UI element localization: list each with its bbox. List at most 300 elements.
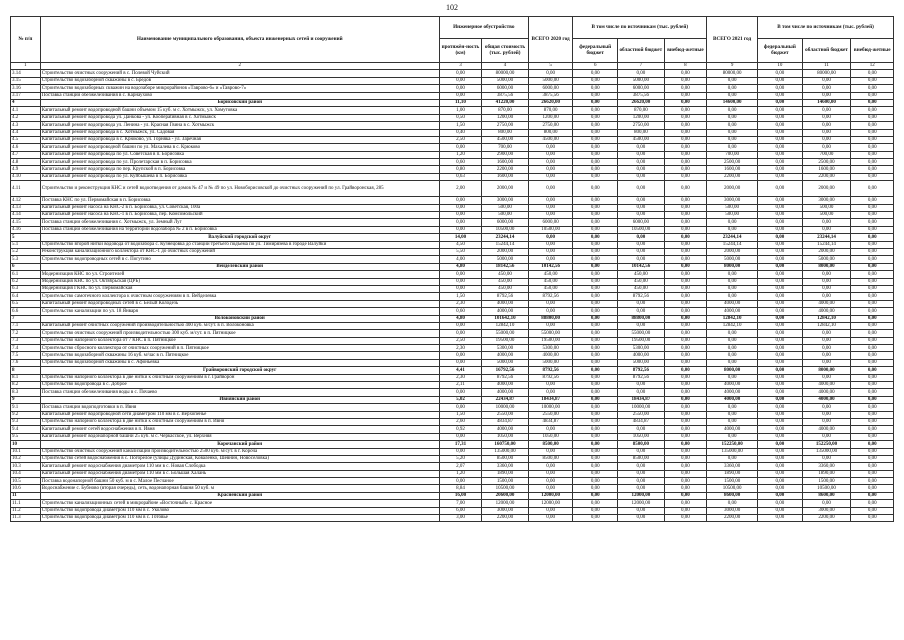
row-index: 11.1: [11, 500, 41, 507]
total-cost: 5000,00: [482, 359, 529, 366]
column-number: 11: [802, 63, 851, 70]
offbudget-2021: 0,00: [851, 515, 894, 522]
table-row: [11, 248, 894, 255]
offbudget-2021: 0,00: [851, 166, 894, 173]
offbudget-2021: 0,00: [851, 271, 894, 278]
regional-2020: 0,00: [617, 463, 664, 470]
length-km: 0,00: [439, 92, 481, 99]
federal-2021: 0,00: [758, 248, 803, 255]
offbudget-2020: 0,00: [664, 271, 706, 278]
regional-2020: 0,00: [617, 181, 664, 197]
row-index: 7.1: [11, 322, 41, 329]
row-index: 3.14: [11, 70, 41, 77]
offbudget-2020: 0,00: [664, 315, 706, 322]
row-index: 4.8: [11, 159, 41, 166]
federal-2020: 0,00: [573, 404, 618, 411]
table-row: [11, 359, 894, 366]
federal-2020: 0,00: [573, 248, 618, 255]
object-name: Капитальный ремонт водопровода по ул. Пролетарская в п. Борисовка: [40, 159, 439, 166]
total-cost: 5000,00: [482, 77, 529, 84]
length-km: 4,50: [439, 241, 481, 248]
offbudget-2021: 0,00: [851, 411, 894, 418]
total-2020: 55000,00: [528, 330, 573, 337]
object-name: Капитальный ремонт водопровода в с. Хотмыжск, ул. Садовая: [40, 129, 439, 136]
total-2020: 12000,00: [528, 500, 573, 507]
header-name: Наименование муниципального образования, объекта инженерных сетей и сооружений: [40, 17, 439, 63]
regional-2021: 15244,14: [802, 241, 851, 248]
total-2020: 0,00: [528, 256, 573, 263]
total-cost: 20600,00: [482, 492, 529, 499]
federal-2021: 0,00: [758, 99, 803, 106]
regional-2020: 6000,00: [617, 219, 664, 226]
federal-2020: 0,00: [573, 197, 618, 204]
federal-2020: 0,00: [573, 374, 618, 381]
offbudget-2021: 0,00: [851, 426, 894, 433]
regional-2021: 4000,00: [802, 389, 851, 396]
offbudget-2020: 0,00: [664, 212, 706, 219]
offbudget-2020: 0,00: [664, 173, 706, 180]
row-index: 6: [11, 263, 41, 270]
regional-2020: 8500,00: [617, 455, 664, 462]
object-name: Строительство водопровода в с. Доброе: [40, 382, 439, 389]
total-2020: 0,00: [528, 248, 573, 255]
federal-2021: 0,00: [758, 308, 803, 315]
federal-2021: 0,00: [758, 107, 803, 114]
offbudget-2020: 0,00: [664, 396, 706, 403]
object-name: Строительство сетей водоснабжения в с. Погорелое (улицы Дудинская, Коваленко, Шевнин, Новоселовка): [40, 455, 439, 462]
offbudget-2020: 0,00: [664, 374, 706, 381]
total-cost: 500,00: [482, 204, 529, 211]
table-row: [11, 85, 894, 92]
offbudget-2020: 0,00: [664, 492, 706, 499]
length-km: 0,00: [439, 271, 481, 278]
total-2020: 0,00: [528, 426, 573, 433]
length-km: 4,00: [439, 256, 481, 263]
object-name: Строительство напорного коллектора в две нитки к очистным сооружениям в п. Ивня: [40, 418, 439, 425]
total-2020: 4834,87: [528, 418, 573, 425]
total-cost: 4000,00: [482, 300, 529, 307]
row-index: 10.3: [11, 463, 41, 470]
offbudget-2020: 0,00: [664, 322, 706, 329]
total-2021: 12842,10: [707, 322, 758, 329]
federal-2021: 0,00: [758, 166, 803, 173]
offbudget-2021: 0,00: [851, 248, 894, 255]
offbudget-2020: 0,00: [664, 159, 706, 166]
offbudget-2020: 0,00: [664, 85, 706, 92]
federal-2020: 0,00: [573, 315, 618, 322]
row-index: 5.1: [11, 241, 41, 248]
total-2021: 2200,00: [707, 173, 758, 180]
object-name: Модернизация КНС по ул. Строителей: [40, 271, 439, 278]
federal-2021: 0,00: [758, 159, 803, 166]
total-2021: 1600,00: [707, 166, 758, 173]
length-km: 0,00: [439, 330, 481, 337]
total-2020: 0,00: [528, 70, 573, 77]
regional-2020: 19500,00: [617, 337, 664, 344]
offbudget-2020: 0,00: [664, 418, 706, 425]
total-2020: 0,00: [528, 507, 573, 514]
regional-2021: 5000,00: [802, 256, 851, 263]
regional-2020: 0,00: [617, 322, 664, 329]
table-row: [11, 448, 894, 455]
total-2021: 0,00: [707, 418, 758, 425]
column-number: 1: [11, 63, 41, 70]
regional-2021: 0,00: [802, 122, 851, 129]
length-km: 0,50: [439, 114, 481, 121]
federal-2021: 0,00: [758, 418, 803, 425]
federal-2021: 0,00: [758, 404, 803, 411]
offbudget-2020: 0,00: [664, 515, 706, 522]
offbudget-2020: 0,00: [664, 359, 706, 366]
table-row: [11, 308, 894, 315]
federal-2021: 0,00: [758, 359, 803, 366]
object-name: Вейделевский район: [40, 263, 439, 270]
offbudget-2020: 0,00: [664, 448, 706, 455]
total-2021: 0,00: [707, 359, 758, 366]
total-cost: 10000,00: [482, 404, 529, 411]
object-name: Поставка станции обезжелезивания на территории водозабора № 2 в п. Борисовка: [40, 226, 439, 233]
object-name: Капитальный ремонт водопроводной сети диаметром 110 мм в с. Верхопенье: [40, 411, 439, 418]
offbudget-2020: 0,00: [664, 151, 706, 158]
table-row: [11, 500, 894, 507]
total-2020: 0,00: [528, 241, 573, 248]
column-number: 9: [707, 63, 758, 70]
regional-2020: 3875,56: [617, 92, 664, 99]
total-2020: 450,00: [528, 285, 573, 292]
regional-2021: 0,00: [802, 418, 851, 425]
regional-2020: 0,00: [617, 173, 664, 180]
federal-2020: 0,00: [573, 345, 618, 352]
object-name: Капитальный ремонт водонапорной башни 25 куб. м с. Черкасское, ул. Верхняя: [40, 433, 439, 440]
total-cost: 5300,00: [482, 345, 529, 352]
row-index: 6.2: [11, 278, 41, 285]
total-2021: 4000,00: [707, 389, 758, 396]
offbudget-2020: 0,00: [664, 507, 706, 514]
header-total-2021: ВСЕГО 2021 год: [707, 17, 758, 63]
length-km: 0,00: [439, 77, 481, 84]
federal-2020: 0,00: [573, 285, 618, 292]
federal-2020: 0,00: [573, 308, 618, 315]
row-index: 9.2: [11, 411, 41, 418]
offbudget-2021: 0,00: [851, 374, 894, 381]
offbudget-2020: 0,00: [664, 485, 706, 492]
offbudget-2020: 0,00: [664, 263, 706, 270]
column-number-row: [11, 63, 894, 70]
section-row: [11, 263, 894, 270]
table-row: [11, 136, 894, 143]
table-row: [11, 173, 894, 180]
federal-2021: 0,00: [758, 433, 803, 440]
object-name: Строительство очистных сооружений в с. Полевой Чуйский: [40, 70, 439, 77]
federal-2020: 0,00: [573, 173, 618, 180]
total-2021: 0,00: [707, 285, 758, 292]
federal-2020: 0,00: [573, 389, 618, 396]
total-2020: 4500,00: [528, 136, 573, 143]
total-cost: 2750,00: [482, 122, 529, 129]
regional-2020: 0,00: [617, 256, 664, 263]
total-cost: 870,00: [482, 107, 529, 114]
federal-2020: 0,00: [573, 448, 618, 455]
total-cost: 1890,00: [482, 470, 529, 477]
regional-2020: 1050,00: [617, 433, 664, 440]
length-km: 11,10: [439, 99, 481, 106]
regional-2021: 8000,00: [802, 263, 851, 270]
total-2021: 4000,00: [707, 300, 758, 307]
regional-2020: 8792,56: [617, 367, 664, 374]
total-2021: 15244,14: [707, 241, 758, 248]
offbudget-2020: 0,00: [664, 226, 706, 233]
offbudget-2020: 0,00: [664, 197, 706, 204]
regional-2020: 0,00: [617, 144, 664, 151]
table-row: [11, 478, 894, 485]
total-2020: 1200,00: [528, 114, 573, 121]
federal-2021: 0,00: [758, 470, 803, 477]
length-km: 0,40: [439, 129, 481, 136]
column-number: 12: [851, 63, 894, 70]
regional-2021: 1500,00: [802, 478, 851, 485]
offbudget-2021: 0,00: [851, 159, 894, 166]
offbudget-2021: 0,00: [851, 448, 894, 455]
federal-2021: 0,00: [758, 122, 803, 129]
offbudget-2021: 0,00: [851, 389, 894, 396]
total-2020: 450,00: [528, 278, 573, 285]
federal-2021: 0,00: [758, 485, 803, 492]
total-cost: 700,00: [482, 144, 529, 151]
regional-2021: 2000,00: [802, 181, 851, 197]
length-km: 2,50: [439, 136, 481, 143]
federal-2021: 0,00: [758, 234, 803, 241]
regional-2020: 10000,00: [617, 404, 664, 411]
regional-2021: 4000,00: [802, 426, 851, 433]
offbudget-2020: 0,00: [664, 136, 706, 143]
regional-2021: 0,00: [802, 352, 851, 359]
offbudget-2021: 0,00: [851, 293, 894, 300]
offbudget-2020: 0,00: [664, 337, 706, 344]
table-row: [11, 256, 894, 263]
federal-2020: 0,00: [573, 330, 618, 337]
federal-2020: 0,00: [573, 212, 618, 219]
regional-2020: 0,00: [617, 478, 664, 485]
regional-2020: 8792,56: [617, 374, 664, 381]
length-km: 1,50: [439, 122, 481, 129]
regional-2021: 0,00: [802, 278, 851, 285]
total-2020: 5300,00: [528, 345, 573, 352]
total-2021: 14600,00: [707, 99, 758, 106]
regional-2021: 0,00: [802, 293, 851, 300]
federal-2020: 0,00: [573, 441, 618, 448]
row-index: 7.6: [11, 359, 41, 366]
total-cost: 10500,00: [482, 485, 529, 492]
total-cost: 5000,00: [482, 256, 529, 263]
total-2021: 3360,00: [707, 463, 758, 470]
object-name: Реконструкция канализационного коллектора от КНС-1 до очистных сооружений: [40, 248, 439, 255]
length-km: 0,00: [439, 404, 481, 411]
length-km: 6,00: [439, 507, 481, 514]
offbudget-2021: 0,00: [851, 500, 894, 507]
total-2020: 6000,00: [528, 219, 573, 226]
federal-2020: 0,00: [573, 352, 618, 359]
federal-2020: 0,00: [573, 426, 618, 433]
total-cost: 3000,00: [482, 197, 529, 204]
total-cost: 1600,00: [482, 159, 529, 166]
total-2021: 0,00: [707, 85, 758, 92]
header-total-cost: общая стоимость (тыс. рублей): [482, 39, 529, 63]
federal-2021: 0,00: [758, 293, 803, 300]
regional-2020: 450,00: [617, 278, 664, 285]
object-name: Борисовский район: [40, 99, 439, 106]
length-km: 0,00: [439, 70, 481, 77]
offbudget-2020: 0,00: [664, 144, 706, 151]
federal-2020: 0,00: [573, 107, 618, 114]
regional-2021: 152250,00: [802, 441, 851, 448]
table-row: [11, 219, 894, 226]
offbudget-2020: 0,00: [664, 500, 706, 507]
offbudget-2021: 0,00: [851, 345, 894, 352]
object-name: Валуйский городской округ: [40, 234, 439, 241]
length-km: 0,00: [439, 212, 481, 219]
total-2021: 2500,00: [707, 159, 758, 166]
total-2021: 700,00: [707, 151, 758, 158]
total-2020: 0,00: [528, 151, 573, 158]
federal-2020: 0,00: [573, 99, 618, 106]
object-name: Строительство водозаборной скважины 16 куб. м/час в п. Пятницкое: [40, 352, 439, 359]
federal-2020: 0,00: [573, 204, 618, 211]
row-index: 9.4: [11, 426, 41, 433]
federal-2020: 0,00: [573, 181, 618, 197]
length-km: 5,02: [439, 396, 481, 403]
column-number: 10: [758, 63, 803, 70]
row-index: 4.4: [11, 129, 41, 136]
table-row: [11, 285, 894, 292]
regional-2020: 0,00: [617, 507, 664, 514]
total-cost: 41220,00: [482, 99, 529, 106]
total-cost: 80000,00: [482, 70, 529, 77]
total-2021: 5000,00: [707, 256, 758, 263]
offbudget-2020: 0,00: [664, 404, 706, 411]
regional-2021: 4000,00: [802, 396, 851, 403]
federal-2021: 0,00: [758, 411, 803, 418]
object-name: Корочанский район: [40, 441, 439, 448]
regional-2021: 0,00: [802, 404, 851, 411]
offbudget-2020: 0,00: [664, 367, 706, 374]
section-row: [11, 441, 894, 448]
table-row: [11, 507, 894, 514]
regional-2021: 4000,00: [802, 308, 851, 315]
row-index: 10.5: [11, 478, 41, 485]
total-2021: 0,00: [707, 92, 758, 99]
row-index: 8.1: [11, 374, 41, 381]
offbudget-2020: 0,00: [664, 99, 706, 106]
offbudget-2021: 0,00: [851, 433, 894, 440]
offbudget-2021: 0,00: [851, 144, 894, 151]
federal-2021: 0,00: [758, 507, 803, 514]
total-cost: 135000,00: [482, 448, 529, 455]
regional-2020: 10500,00: [617, 226, 664, 233]
length-km: 0,00: [439, 144, 481, 151]
offbudget-2021: 0,00: [851, 204, 894, 211]
table-row: [11, 337, 894, 344]
row-index: 6.3: [11, 285, 41, 292]
table-row: [11, 166, 894, 173]
total-2020: 0,00: [528, 212, 573, 219]
total-2020: 0,00: [528, 463, 573, 470]
total-2020: 450,00: [528, 271, 573, 278]
total-2021: 23244,14: [707, 234, 758, 241]
federal-2020: 0,00: [573, 219, 618, 226]
row-index: 7.5: [11, 352, 41, 359]
offbudget-2020: 0,00: [664, 463, 706, 470]
offbudget-2020: 0,00: [664, 293, 706, 300]
row-index: 11.2: [11, 507, 41, 514]
object-name: Строительство водопроводных сетей в с. Погутино: [40, 256, 439, 263]
section-row: [11, 367, 894, 374]
row-index: 4.11: [11, 181, 41, 197]
total-cost: 450,00: [482, 278, 529, 285]
length-km: 4,41: [439, 367, 481, 374]
regional-2021: 0,00: [802, 359, 851, 366]
total-2021: 0,00: [707, 404, 758, 411]
offbudget-2020: 0,00: [664, 308, 706, 315]
length-km: 0,00: [439, 352, 481, 359]
total-cost: 1050,00: [482, 433, 529, 440]
length-km: 0,00: [439, 448, 481, 455]
regional-2021: 14600,00: [802, 99, 851, 106]
regional-2020: 0,00: [617, 470, 664, 477]
federal-2020: 0,00: [573, 70, 618, 77]
total-2020: 10000,00: [528, 404, 573, 411]
table-row: [11, 515, 894, 522]
offbudget-2020: 0,00: [664, 300, 706, 307]
table-row: [11, 151, 894, 158]
total-2021: 500,00: [707, 212, 758, 219]
federal-2021: 0,00: [758, 492, 803, 499]
regional-2021: 0,00: [802, 107, 851, 114]
offbudget-2021: 0,00: [851, 285, 894, 292]
total-2020: 10142,56: [528, 263, 573, 270]
total-2020: 18434,87: [528, 396, 573, 403]
object-name: Капитальный ремонт водопровода по ул. Советская в п. Борисовка: [40, 151, 439, 158]
column-number: 3: [439, 63, 481, 70]
total-cost: 3000,00: [482, 507, 529, 514]
regional-2020: 0,00: [617, 241, 664, 248]
object-name: Ивнянский район: [40, 396, 439, 403]
regional-2020: 4000,00: [617, 352, 664, 359]
regional-2021: 8000,00: [802, 367, 851, 374]
section-row: [11, 396, 894, 403]
federal-2021: 0,00: [758, 226, 803, 233]
total-cost: 2200,00: [482, 166, 529, 173]
total-2020: 0,00: [528, 159, 573, 166]
row-index: 10.4: [11, 470, 41, 477]
federal-2021: 0,00: [758, 181, 803, 197]
federal-2021: 0,00: [758, 478, 803, 485]
total-2020: 0,00: [528, 173, 573, 180]
total-cost: 12000,00: [482, 500, 529, 507]
total-2021: 0,00: [707, 337, 758, 344]
federal-2021: 0,00: [758, 114, 803, 121]
regional-2020: 8500,00: [617, 441, 664, 448]
federal-2020: 0,00: [573, 226, 618, 233]
length-km: 2,00: [439, 181, 481, 197]
object-name: Капитальный ремонт насоса на КНС-2 в п. Борисовка, ул. Советская, 100а: [40, 204, 439, 211]
regional-2021: 2200,00: [802, 173, 851, 180]
federal-2021: 0,00: [758, 463, 803, 470]
federal-2021: 0,00: [758, 136, 803, 143]
length-km: 0,00: [439, 285, 481, 292]
regional-2021: 10500,00: [802, 485, 851, 492]
regional-2021: 0,00: [802, 374, 851, 381]
regional-2020: 8792,56: [617, 293, 664, 300]
